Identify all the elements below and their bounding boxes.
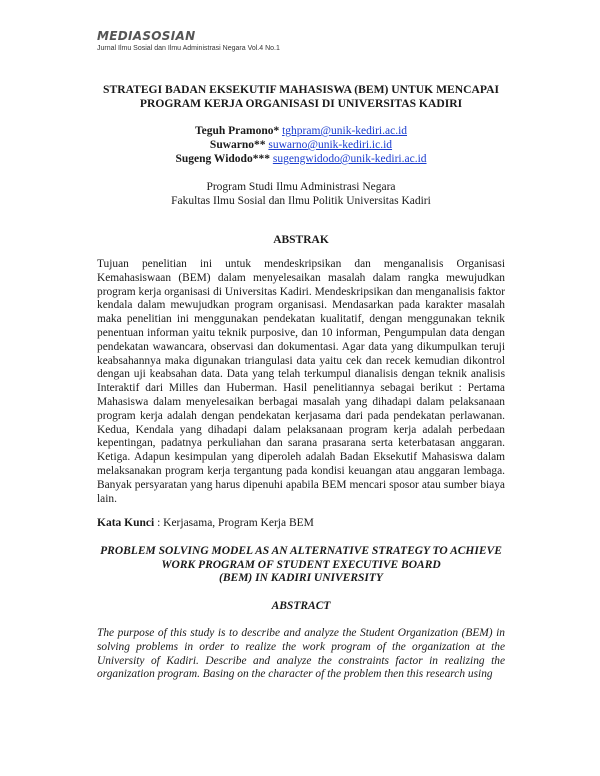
author-name: Suwarno** [209,139,266,151]
keywords [97,517,505,529]
author-email-link[interactable]: sugengwidodo@unik-kediri.ac.id [272,153,427,165]
journal-brand-logo: MEDIASOSIAN [97,29,196,43]
author-entry [97,152,505,166]
english-title [97,545,505,586]
affiliation [97,180,505,208]
journal-header: Jurnal Ilmu Sosial dan Ilmu Administrasi Negara Vol.4 No.1 [97,45,280,52]
author-email-link[interactable]: tghpram@unik-kediri.ac.id [282,125,408,137]
author-email-link[interactable]: suwarno@unik-kediri.ic.id [268,139,393,151]
abstract-body: The purpose of this study is to describe and analyze the Student Organization (BEM) in solving problems in order to realize the work program of the organization at the University of Kadiri. Describe and analyze the constraints factor in realizing the organization program. Basing on the character of the problem then this research using [97,627,505,681]
author-entry [97,124,505,138]
abstrak-heading: ABSTRAK [273,234,329,246]
english-title-line-1: PROBLEM SOLVING MODEL AS AN ALTERNATIVE STRATEGY TO ACHIEVE [100,545,502,557]
author-name: Sugeng Widodo*** [175,153,270,165]
author-entry [97,138,505,152]
title-line-2: PROGRAM KERJA ORGANISASI DI UNIVERSITAS KADIRI [139,97,463,110]
english-title-line-2: WORK PROGRAM OF STUDENT EXECUTIVE BOARD [161,558,441,571]
affiliation-line-1: Program Studi Ilmu Administrasi Negara [206,181,396,193]
paper-title [97,83,505,111]
author-list [97,124,505,166]
abstrak-body: Tujuan penelitian ini untuk mendeskripsikan dan menganalisis Organisasi Kemahasiswaan (BEM) dalam menyelesaikan masalah dalam rangka mewujudkan program kerja organisasi di Universitas Kadiri. Mendeskripsikan dan menganalisis faktor kendala dalam mewujudkan program organisasi. Mendasarkan pada karakter masalah maka penelitian ini menggunakan pendekatan kualitatif, dengan menggunakan teknik penentuan informan yaitu teknik purposive, dan 10 informan, Pengumpulan data dengan pendekatan wawancara, observasi dan dokumentasi. Agar data yang dikumpulkan teruji keabsahannya maka digunakan triangulasi data yaitu cek dan recek kemudian dikontrol dengan uji keabsahan data. Data yang telah terkumpul dianalisis dengan teknik analisis Interaktif dari Milles dan Huberman. Hasil penelitiannya sebagai berikut : Pertama Mahasiswa dalam menyelesaikan berbagai masalah yang dihadapi dalam pelaksanaan program kerja adalah dengan pendekatan kerjasama dari pada pendekatan perlawanan. Kedua, Kendala yang dihadapi dalam pelaksanaan program kerja adalah perbedaan kepentingan, padatnya perkuliahan dan sarana prasarana serta keterbatasan anggaran. Ketiga. Adapun kesimpulan yang diperoleh adalah Badan Eksekutif Mahasiswa dalam melaksanakan program kerja tergantung pada kondisi keuangan atau anggaran lembaga. Banyak persyaratan yang harus dipenuhi apabila BEM mencari sposor atau sumber biaya lain. [97,258,505,505]
keywords-value: : Kerjasama, Program Kerja BEM [154,517,314,529]
affiliation-line-2: Fakultas Ilmu Sosial dan Ilmu Politik Universitas Kadiri [171,195,431,207]
english-title-line-3: (BEM) IN KADIRI UNIVERSITY [219,572,383,584]
abstract-heading: ABSTRACT [271,600,331,612]
author-name: Teguh Pramono* [194,125,280,137]
keywords-label: Kata Kunci [97,517,155,529]
title-line-1: STRATEGI BADAN EKSEKUTIF MAHASISWA (BEM) UNTUK MENCAPAI [103,83,499,96]
